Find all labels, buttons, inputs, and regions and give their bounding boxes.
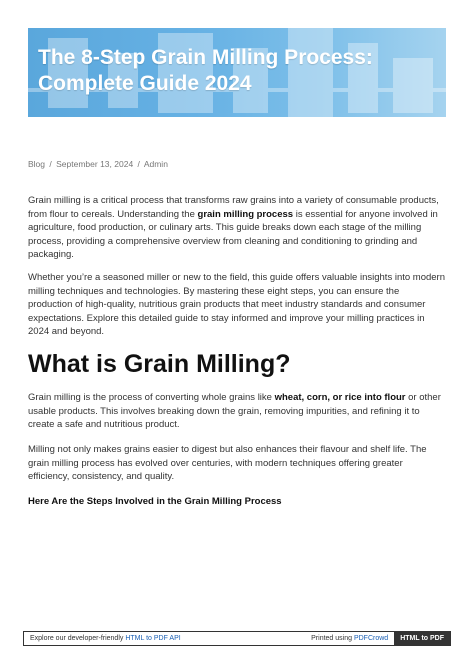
footer-explore — [24, 635, 311, 642]
intro-p1-text: Grain milling is a critical process that transforms raw grains into a variety of consumable products, from flour to cereals. Understanding the — [28, 195, 439, 220]
section-p1-text-end: or other usable products. This involves breaking down the grain, removing impurities, and refining it to create a safe and nutritious product. — [28, 392, 441, 430]
page-title — [38, 45, 438, 97]
footer-api-link[interactable]: HTML to PDF API — [125, 635, 181, 642]
steps-subheading: Here Are the Steps Involved in the Grain Milling Process — [28, 496, 282, 507]
footer-explore-text: Explore our developer-friendly — [30, 635, 126, 642]
section-p1-text: Grain milling is the process of converting whole grains like — [28, 392, 275, 403]
section-p1-bold: wheat, corn, or rice into flour — [274, 392, 406, 403]
pdf-footer — [23, 631, 451, 646]
meta-author-link[interactable]: Admin — [143, 159, 168, 169]
intro-paragraph-1 — [28, 194, 446, 262]
section-paragraph-1 — [28, 391, 446, 432]
intro-p1-text-end: is essential for anyone involved in agriculture, food production, or culinary arts. This guide breaks down each stage of the milling process, providing a comprehensive overview from cleaning and conditioning to grinding and packaging. — [28, 208, 438, 260]
footer-printed — [311, 635, 394, 642]
meta-separator: / — [49, 159, 52, 169]
section-heading: What is Grain Milling? — [28, 350, 291, 378]
page-title-line-2: Complete Guide 2024 — [38, 72, 252, 95]
section-paragraph-2: Milling not only makes grains easier to digest but also enhances their flavour and shelf life. The grain milling process has evolved over centuries, with modern techniques offering greater efficiency, consistency, and quality. — [28, 444, 427, 482]
meta-date: September 13, 2024 — [56, 159, 134, 169]
intro-p1-bold: grain milling process — [197, 208, 294, 220]
hero-banner — [28, 28, 446, 117]
post-meta — [28, 159, 168, 169]
footer-html-to-pdf-badge[interactable]: HTML to PDF — [394, 632, 450, 645]
intro-paragraph-2: Whether you’re a seasoned miller or new to the field, this guide offers valuable insights into modern milling techniques and technologies. By mastering these eight steps, you can ensure the production of high-quality, nutritious grain products that meet industry standards and consumer expectations. Explore this detailed guide to stay informed and improve your milling practices in 2024 and beyond. — [28, 272, 445, 337]
meta-separator: / — [137, 159, 140, 169]
page-title-line-1: The 8-Step Grain Milling Process: — [38, 46, 373, 69]
meta-category-link[interactable]: Blog — [28, 159, 46, 169]
footer-pdfcrowd-link[interactable]: PDFCrowd — [353, 635, 389, 642]
footer-printed-text: Printed using — [311, 635, 354, 642]
